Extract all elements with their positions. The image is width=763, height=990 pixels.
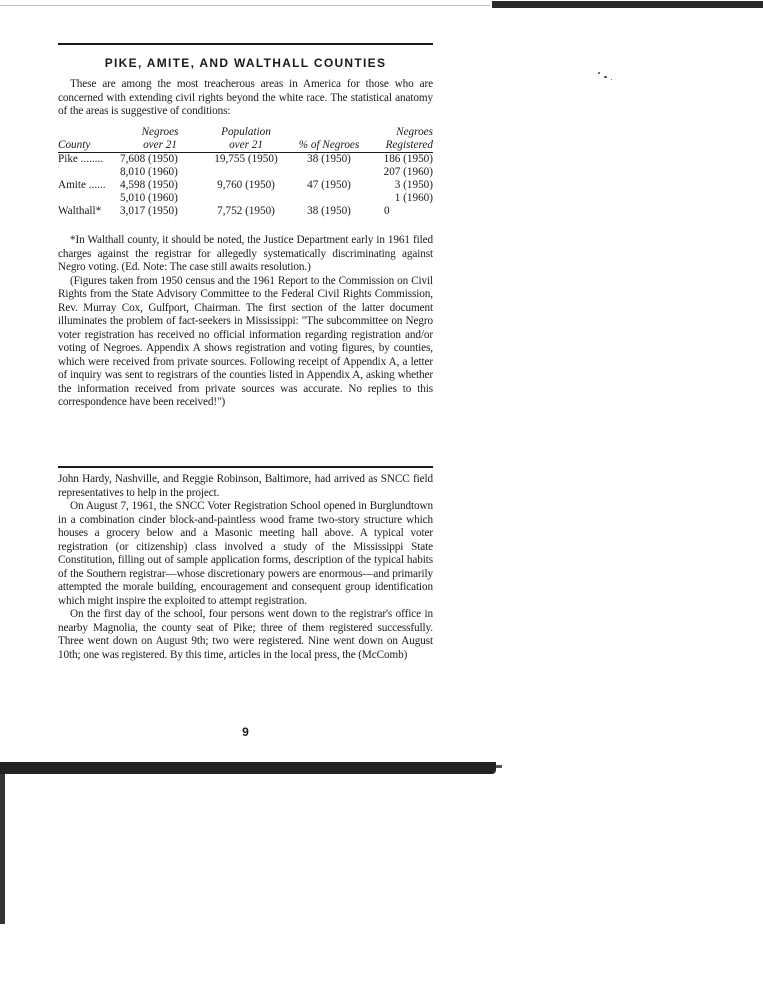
header-registered-line1: Negroes bbox=[396, 126, 433, 138]
cell-population bbox=[200, 192, 292, 205]
table-header-row-2 bbox=[58, 139, 433, 153]
table-row bbox=[58, 192, 433, 205]
header-pct-negroes: % of Negroes bbox=[298, 139, 360, 151]
body-paragraph: On the first day of the school, four persons went down to the registrar's office in nearby Magnolia, the county seat of Pike; three of them registered successfully. Three went down on August 9th; two were registered. Nine went down on August 10th; one was registered. By this time, articles in the local press, the (McComb) bbox=[58, 608, 433, 661]
cell-negroes: 8,010 (1960) bbox=[120, 166, 178, 178]
cell-pct bbox=[292, 192, 366, 205]
header-pct-spacer bbox=[292, 126, 366, 139]
walthall-footnote: *In Walthall county, it should be noted, the Justice Department early in 1961 filed charges against the registrar for allegedly systematically discriminating against Negro voting. (Ed. Note: The case still awaits resolution.) bbox=[58, 234, 433, 273]
cell-negroes: 3,017 (1950) bbox=[120, 205, 178, 217]
intro-block bbox=[58, 78, 433, 119]
scan-artifact-bottom-bar bbox=[0, 762, 496, 774]
table-header-row-1 bbox=[58, 126, 433, 139]
sources-note: (Figures taken from 1950 census and the 1961 Report to the Commission on Civil Rights from the State Advisory Committee to the Federal Civil Rights Commission, Rev. Murray Cox, Gulfport, Chairman. The first section of the latter document illuminates the problem of fact-seekers in Mississippi: "The subcommittee on Negro voter registration has received no official information regarding registration and/or voting of Negroes. Appendix A shows registration and voting figures, by counties, which were received from private sources. Following receipt of Appendix A, a letter of inquiry was sent to registrars of the counties listed in Appendix A, asking whether the information received from private sources was accurate. No replies to this correspondence have been received!") bbox=[58, 274, 433, 408]
scan-artifact-left-edge bbox=[0, 774, 5, 924]
notes-block bbox=[58, 234, 433, 410]
cell-county: Amite ...... bbox=[58, 179, 106, 191]
scan-artifact-bottom-tail bbox=[496, 765, 502, 768]
cell-population: 7,752 (1950) bbox=[217, 205, 275, 217]
cell-registered: 0 bbox=[384, 205, 390, 217]
table-row bbox=[58, 205, 433, 218]
body-paragraph: John Hardy, Nashville, and Reggie Robinson, Baltimore, had arrived as SNCC field representatives to help in the project. bbox=[58, 473, 433, 499]
scan-artifact-top-bar bbox=[492, 1, 763, 8]
cell-pct: 47 (1950) bbox=[307, 179, 351, 191]
cell-negroes: 4,598 (1950) bbox=[120, 179, 178, 191]
cell-county bbox=[58, 166, 120, 179]
cell-population: 9,760 (1950) bbox=[217, 179, 275, 191]
cell-pct: 38 (1950) bbox=[307, 153, 351, 165]
cell-pct bbox=[292, 166, 366, 179]
header-county: County bbox=[58, 139, 91, 151]
intro-paragraph: These are among the most treacherous areas in America for those who are concerned with extending civil rights beyond the white race. The statistical anatomy of the areas is suggestive of conditions: bbox=[58, 78, 433, 117]
cell-pct: 38 (1950) bbox=[307, 205, 351, 217]
top-rule bbox=[58, 43, 433, 45]
page-number: 9 bbox=[242, 725, 249, 739]
cell-registered: 186 (1950) bbox=[383, 153, 433, 165]
table-row bbox=[58, 166, 433, 179]
header-registered-line2: Registered bbox=[385, 139, 433, 151]
cell-registered: 1 (1960) bbox=[394, 192, 433, 204]
cell-county: Pike ........ bbox=[58, 153, 104, 165]
header-county-spacer bbox=[58, 126, 120, 139]
cell-negroes: 7,608 (1950) bbox=[120, 153, 178, 165]
table-row bbox=[58, 179, 433, 192]
scan-artifact-top-line bbox=[0, 5, 490, 6]
section-divider-rule bbox=[58, 466, 433, 468]
cell-population: 19,755 (1950) bbox=[214, 153, 278, 165]
cell-negroes: 5,010 (1960) bbox=[120, 192, 178, 204]
cell-county: Walthall* bbox=[58, 205, 102, 217]
county-statistics-table bbox=[58, 126, 433, 218]
scan-speck bbox=[598, 72, 600, 74]
header-population-line2: over 21 bbox=[229, 139, 263, 151]
cell-registered: 3 (1950) bbox=[394, 179, 433, 191]
body-block bbox=[58, 473, 433, 662]
cell-population bbox=[200, 166, 292, 179]
header-negroes-line1: Negroes bbox=[141, 126, 179, 138]
body-paragraph: On August 7, 1961, the SNCC Voter Registration School opened in Burglundtown in a combination cinder block-and-paintless wood frame two-story structure which houses a grocery below and a Masonic meeting hall above. A typical voter registration (or citizenship) class involved a study of the Mississippi State Constitution, filling out of sample application forms, description of the typical habits of the Southern registrar—whose discretionary powers are enormous—and primarily attempted the morale building, encouragement and consequent group identification which might inspire the exploited to attempt registration. bbox=[58, 500, 433, 607]
scan-speck bbox=[611, 79, 612, 80]
cell-county bbox=[58, 192, 120, 205]
table-row bbox=[58, 153, 433, 166]
header-negroes-line2: over 21 bbox=[143, 139, 177, 151]
header-population-line1: Population bbox=[221, 126, 271, 138]
scan-speck bbox=[604, 76, 607, 78]
cell-registered: 207 (1960) bbox=[383, 166, 433, 178]
section-title: PIKE, AMITE, AND WALTHALL COUNTIES bbox=[104, 56, 387, 70]
